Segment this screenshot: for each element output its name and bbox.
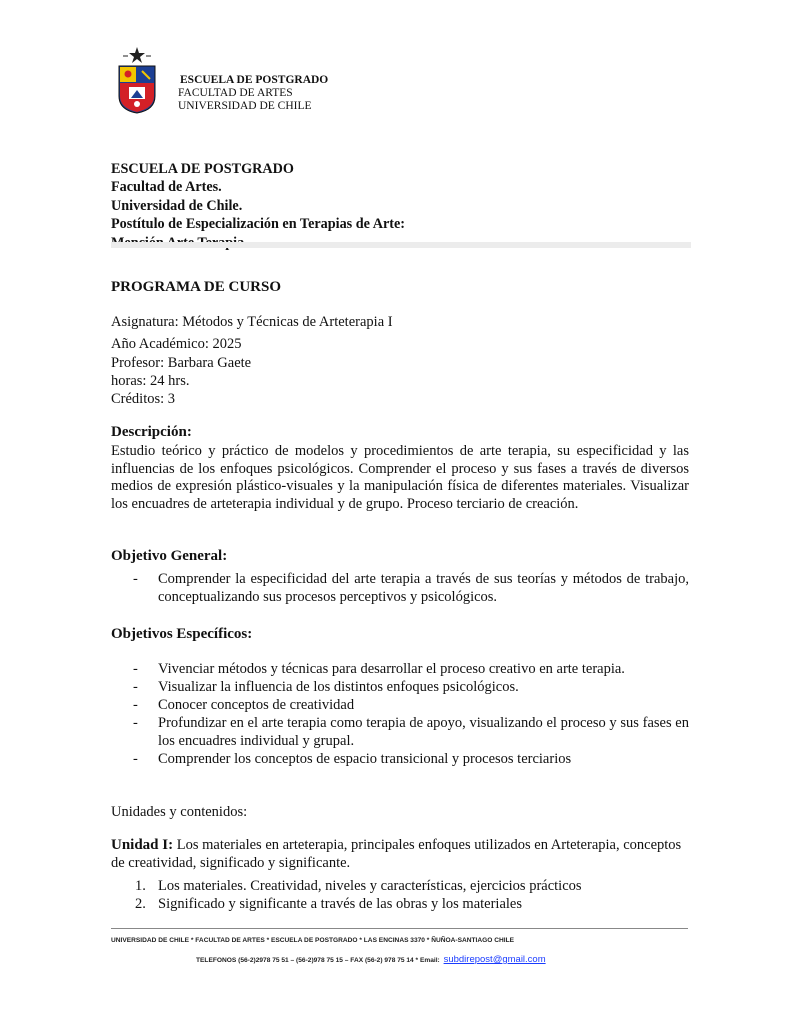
unit-1-label: Unidad I:: [111, 837, 174, 853]
footer-address: UNIVERSIDAD DE CHILE * FACULTAD DE ARTES * ESCUELA DE POSTGRADO * LAS ENCINAS 3370 * ÑUÑOA-SANTIAGO CHILE: [111, 937, 514, 944]
course-info: [111, 313, 393, 408]
institution-university: Universidad de Chile.: [111, 197, 243, 214]
institution-school: ESCUELA DE POSTGRADO: [111, 161, 294, 177]
specific-objectives-list: [111, 660, 689, 768]
general-objective-item-1: Comprender la especificidad del arte terapia a través de sus teorías y métodos de trabajo, conceptualizando sus procesos perceptivos y psicológicos.: [158, 571, 689, 605]
letterhead-school: ESCUELA DE POSTGRADO: [180, 74, 329, 86]
unit-1-list: [111, 877, 691, 913]
footer-email-link[interactable]: subdirepost@gmail.com: [443, 954, 546, 965]
institution-block: [111, 160, 405, 252]
specific-objective-item-4: Profundizar en el arte terapia como terapia de apoyo, visualizando el proceso y sus fases en los encuadres individual y grupal.: [158, 715, 689, 749]
list-item: 2. Significado y significante a través de las obras y los materiales: [135, 896, 523, 913]
list-item: - Vivenciar métodos y técnicas para desarrollar el proceso creativo en arte terapia.: [133, 661, 625, 677]
institution-program: Postítulo de Especialización en Terapias de Arte:: [111, 216, 405, 233]
course-credits: Créditos: 3: [111, 391, 176, 408]
list-item: - Comprender los conceptos de espacio transicional y procesos terciarios: [133, 751, 572, 767]
letterhead-faculty: FACULTAD DE ARTES: [178, 87, 293, 99]
letterhead: [178, 74, 328, 113]
course-hours: horas: 24 hrs.: [111, 372, 190, 389]
list-item: - Profundizar en el arte terapia como terapia de apoyo, visualizando el proceso y sus fases en los encuadres individual y grupal.: [133, 715, 689, 749]
list-item: 1. Los materiales. Creatividad, niveles y características, ejercicios prácticos: [135, 878, 582, 894]
specific-objective-item-1: Vivenciar métodos y técnicas para desarrollar el proceso creativo en arte terapia.: [158, 661, 625, 677]
general-objective-heading: Objetivo General:: [111, 548, 228, 564]
institution-faculty: Facultad de Artes.: [111, 179, 222, 196]
letterhead-university: UNIVERSIDAD DE CHILE: [178, 100, 312, 112]
unit-1-item-2: Significado y significante a través de las obras y los materiales: [158, 896, 523, 913]
unit-1-item-1: Los materiales. Creatividad, niveles y características, ejercicios prácticos: [158, 878, 582, 894]
list-item: - Conocer conceptos de creatividad: [133, 697, 355, 713]
footer-phones: TELEFONOS (56-2)2978 75 51 – (56-2)978 75 15 – FAX (56-2) 978 75 14 * Email:: [196, 957, 440, 964]
list-item: - Comprender la especificidad del arte terapia a través de sus teorías y métodos de trabajo, conceptualizando sus procesos perceptivos y psicológicos.: [133, 571, 689, 605]
footer-contact: [196, 954, 546, 965]
units-heading: Unidades y contenidos:: [111, 804, 248, 820]
specific-objective-item-3: Conocer conceptos de creatividad: [158, 697, 355, 713]
separator-bar: [111, 242, 691, 248]
program-title: PROGRAMA DE CURSO: [111, 279, 282, 295]
specific-objective-item-5: Comprender los conceptos de espacio transicional y procesos terciarios: [158, 751, 572, 767]
unit-1-text: Los materiales en arteterapia, principales enfoques utilizados en Arteterapia, conceptos de creatividad, significado y significante.: [111, 837, 682, 871]
unit-1-description: [111, 837, 689, 872]
course-subject: Asignatura: Métodos y Técnicas de Arteterapia I: [111, 314, 393, 330]
course-professor: Profesor: Barbara Gaete: [111, 354, 252, 371]
specific-objectives-heading: Objetivos Específicos:: [111, 626, 253, 642]
list-item: - Visualizar la influencia de los distintos enfoques psicológicos.: [133, 679, 519, 695]
description-text: Estudio teórico y práctico de modelos y procedimientos de arte terapia, su especificidad y las influencias de los enfoques psicológicos. Comprender el proceso y sus fases a través de diversos medios de expresión plástico-visuales y la manipulación física de diferentes materiales. Visualizar los encuadres de arteterapia individual y de grupo. Proceso terciario de creación.: [111, 443, 689, 512]
description-heading: Descripción:: [111, 424, 192, 440]
general-objective-list: [111, 570, 689, 606]
specific-objective-item-2: Visualizar la influencia de los distintos enfoques psicológicos.: [158, 679, 519, 695]
course-year: Año Académico: 2025: [111, 336, 242, 353]
footer-divider: [111, 928, 688, 929]
university-crest-icon: [116, 46, 158, 114]
